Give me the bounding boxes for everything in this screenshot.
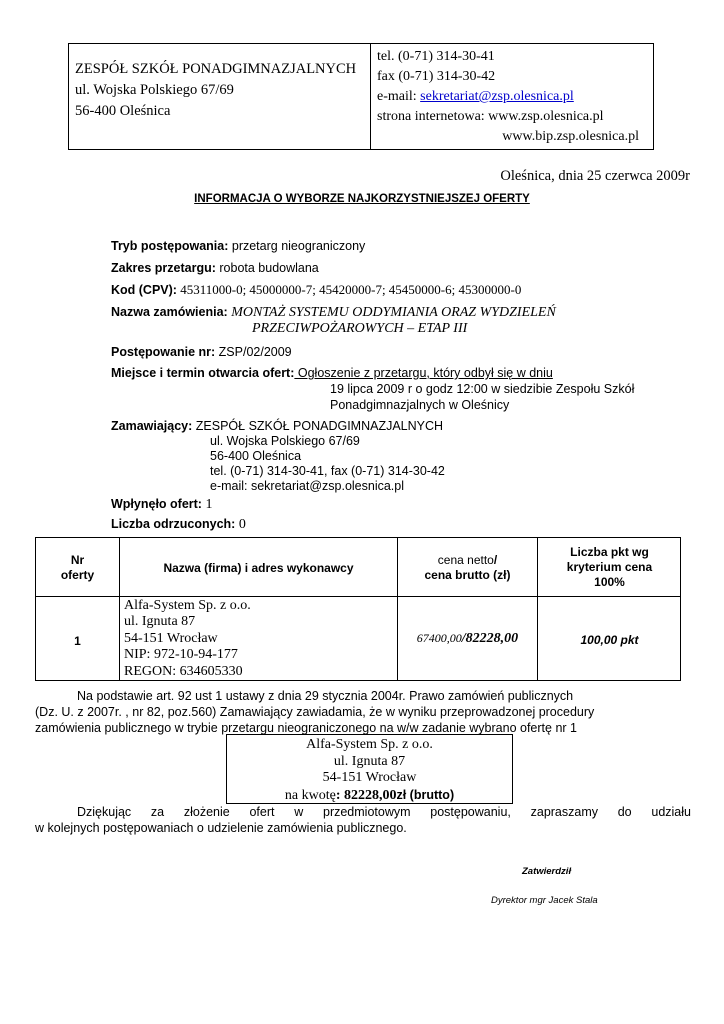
header-price-line2: cena brutto (zł) <box>424 568 511 582</box>
header-points-line1: Liczba pkt wg <box>570 545 649 559</box>
wplynelo-label: Wpłynęło ofert: <box>111 497 202 511</box>
header-points-line3: 100% <box>594 575 625 589</box>
miejsce-line1: Ogłoszenie z przetargu, który odbył się w dniu <box>294 366 553 380</box>
odrzucone-label: Liczba odrzuconych: <box>111 517 236 531</box>
winner-box <box>226 734 513 804</box>
tryb-value: przetarg nieograniczony <box>228 239 366 253</box>
document-title: INFORMACJA O WYBORZE NAJKORZYSTNIEJSZEJ OFERTY <box>194 193 530 205</box>
odrzucone-value: 0 <box>235 517 246 532</box>
field-zamawiajacy <box>111 419 443 433</box>
letterhead-contact <box>377 47 649 147</box>
decision-line1: Na podstawie art. 92 ust 1 ustawy z dnia 29 stycznia 2004r. Prawo zamówień publicznych <box>77 689 574 703</box>
winner-street: ul. Ignuta 87 <box>333 753 406 769</box>
letterhead-box <box>68 43 654 150</box>
contact-email <box>377 87 649 107</box>
row-contractor-regon: REGON: 634605330 <box>124 663 243 679</box>
header-points-line2: kryterium cena <box>566 560 653 574</box>
row-contractor <box>124 598 251 680</box>
header-price-slash: / <box>493 553 498 567</box>
thanks-paragraph <box>35 804 691 836</box>
zakres-label: Zakres przetargu: <box>111 261 216 275</box>
decision-line3: zamówienia publicznego w trybie przetargu nieograniczonego na w/w zadanie wybrano ofertę nr 1 <box>35 721 577 735</box>
header-price-netto: cena netto <box>437 553 494 567</box>
contact-website: strona internetowa: www.zsp.olesnica.pl <box>377 109 604 124</box>
field-nazwa <box>111 305 556 321</box>
kod-value: 45311000-0; 45000000-7; 45420000-7; 45450000-6; 45300000-0 <box>176 282 522 297</box>
offers-table <box>35 537 681 681</box>
table-col-divider <box>119 538 120 680</box>
contact-tel: tel. (0-71) 314-30-41 <box>377 49 495 64</box>
header-points <box>538 545 681 590</box>
header-name: Nazwa (firma) i adres wykonawcy <box>163 561 354 575</box>
zamawiajacy-label: Zamawiający: <box>111 419 193 433</box>
winner-amount <box>227 787 512 805</box>
row-nr: 1 <box>74 634 81 648</box>
field-zakres <box>111 261 319 275</box>
thanks-line2: w kolejnych postępowaniach o udzielenie zamówienia publicznego. <box>35 821 407 835</box>
winner-amount-value: : 82228,00 <box>335 787 397 803</box>
date-line: Oleśnica, dnia 25 czerwca 2009r <box>500 168 690 184</box>
letterhead-divider <box>370 44 371 149</box>
nazwa-line1: MONTAŻ SYSTEMU ODDYMIANIA ORAZ WYDZIELEŃ <box>227 305 556 320</box>
zakres-value: robota budowlana <box>215 261 319 275</box>
wplynelo-value: 1 <box>201 497 213 512</box>
thanks-line1: Dziękując za złożenie ofert w przedmiotowym postępowaniu, zapraszamy do udziału <box>77 805 691 819</box>
header-nr-line1: Nr <box>70 553 85 567</box>
header-nr <box>36 553 119 583</box>
field-miejsce <box>111 366 553 380</box>
nazwa-label: Nazwa zamówienia: <box>111 305 228 319</box>
school-street: ul. Wojska Polskiego 67/69 <box>75 82 234 98</box>
zamawiajacy-line4: tel. (0-71) 314-30-41, fax (0-71) 314-30-42 <box>210 464 445 478</box>
row-contractor-street: ul. Ignuta 87 <box>124 614 196 630</box>
table-row-divider <box>36 596 680 597</box>
kod-label: Kod (CPV): <box>111 283 177 297</box>
field-postepowanie <box>111 345 292 359</box>
zamawiajacy-line5: e-mail: sekretariat@zsp.olesnica.pl <box>210 479 405 493</box>
row-contractor-city: 54-151 Wrocław <box>124 630 218 646</box>
row-contractor-nip: NIP: 972-10-94-177 <box>124 647 238 663</box>
row-points: 100,00 pkt <box>580 633 639 647</box>
email-link[interactable]: sekretariat@zsp.olesnica.pl <box>420 89 574 104</box>
zamawiajacy-line2: ul. Wojska Polskiego 67/69 <box>210 434 360 448</box>
zamawiajacy-line1: ZESPÓŁ SZKÓŁ PONADGIMNAZJALNYCH <box>192 419 444 433</box>
header-price-line1 <box>398 553 537 568</box>
tryb-label: Tryb postępowania: <box>111 239 229 253</box>
decision-paragraph <box>35 688 691 736</box>
winner-amount-prefix: na kwotę <box>284 787 336 803</box>
school-name: ZESPÓŁ SZKÓŁ PONADGIMNAZJALNYCH <box>75 61 357 77</box>
contact-fax: fax (0-71) 314-30-42 <box>377 69 496 84</box>
winner-city: 54-151 Wrocław <box>322 770 417 785</box>
field-tryb <box>111 239 365 253</box>
winner-amount-suffix: zł (brutto) <box>396 787 455 802</box>
miejsce-label: Miejsce i termin otwarcia ofert: <box>111 366 295 380</box>
postepowanie-label: Postępowanie nr: <box>111 345 216 359</box>
row-contractor-name: Alfa-System Sp. z o.o. <box>124 598 251 613</box>
field-odrzucone <box>111 517 246 533</box>
row-price <box>398 631 537 647</box>
postepowanie-value: ZSP/02/2009 <box>215 345 292 359</box>
field-kod <box>111 282 521 298</box>
approved-label: Zatwierdził <box>522 866 572 877</box>
row-price-brutto: /82228,00 <box>461 631 519 646</box>
letterhead-address <box>75 59 356 122</box>
nazwa-line2: PRZECIWPOŻAROWYCH – ETAP III <box>252 321 468 336</box>
winner-name: Alfa-System Sp. z o.o. <box>306 737 433 752</box>
director-signature: Dyrektor mgr Jacek Stala <box>491 895 598 906</box>
miejsce-line2: 19 lipca 2009 r o godz 12:00 w siedzibie Zespołu Szkół <box>330 382 635 396</box>
row-price-netto: 67400,00 <box>416 631 462 645</box>
field-wplynelo <box>111 497 212 513</box>
email-label: e-mail: <box>377 89 421 104</box>
header-price <box>398 553 537 583</box>
zamawiajacy-line3: 56-400 Oleśnica <box>210 449 302 463</box>
header-nr-line2: oferty <box>60 568 95 582</box>
school-city: 56-400 Oleśnica <box>75 103 171 119</box>
contact-bip: www.bip.zsp.olesnica.pl <box>502 129 639 144</box>
miejsce-line3: Ponadgimnazjalnych w Oleśnicy <box>330 398 510 412</box>
decision-line2: (Dz. U. z 2007r. , nr 82, poz.560) Zamawiający zawiadamia, że w wyniku przeprowadzonej procedury <box>35 705 595 719</box>
